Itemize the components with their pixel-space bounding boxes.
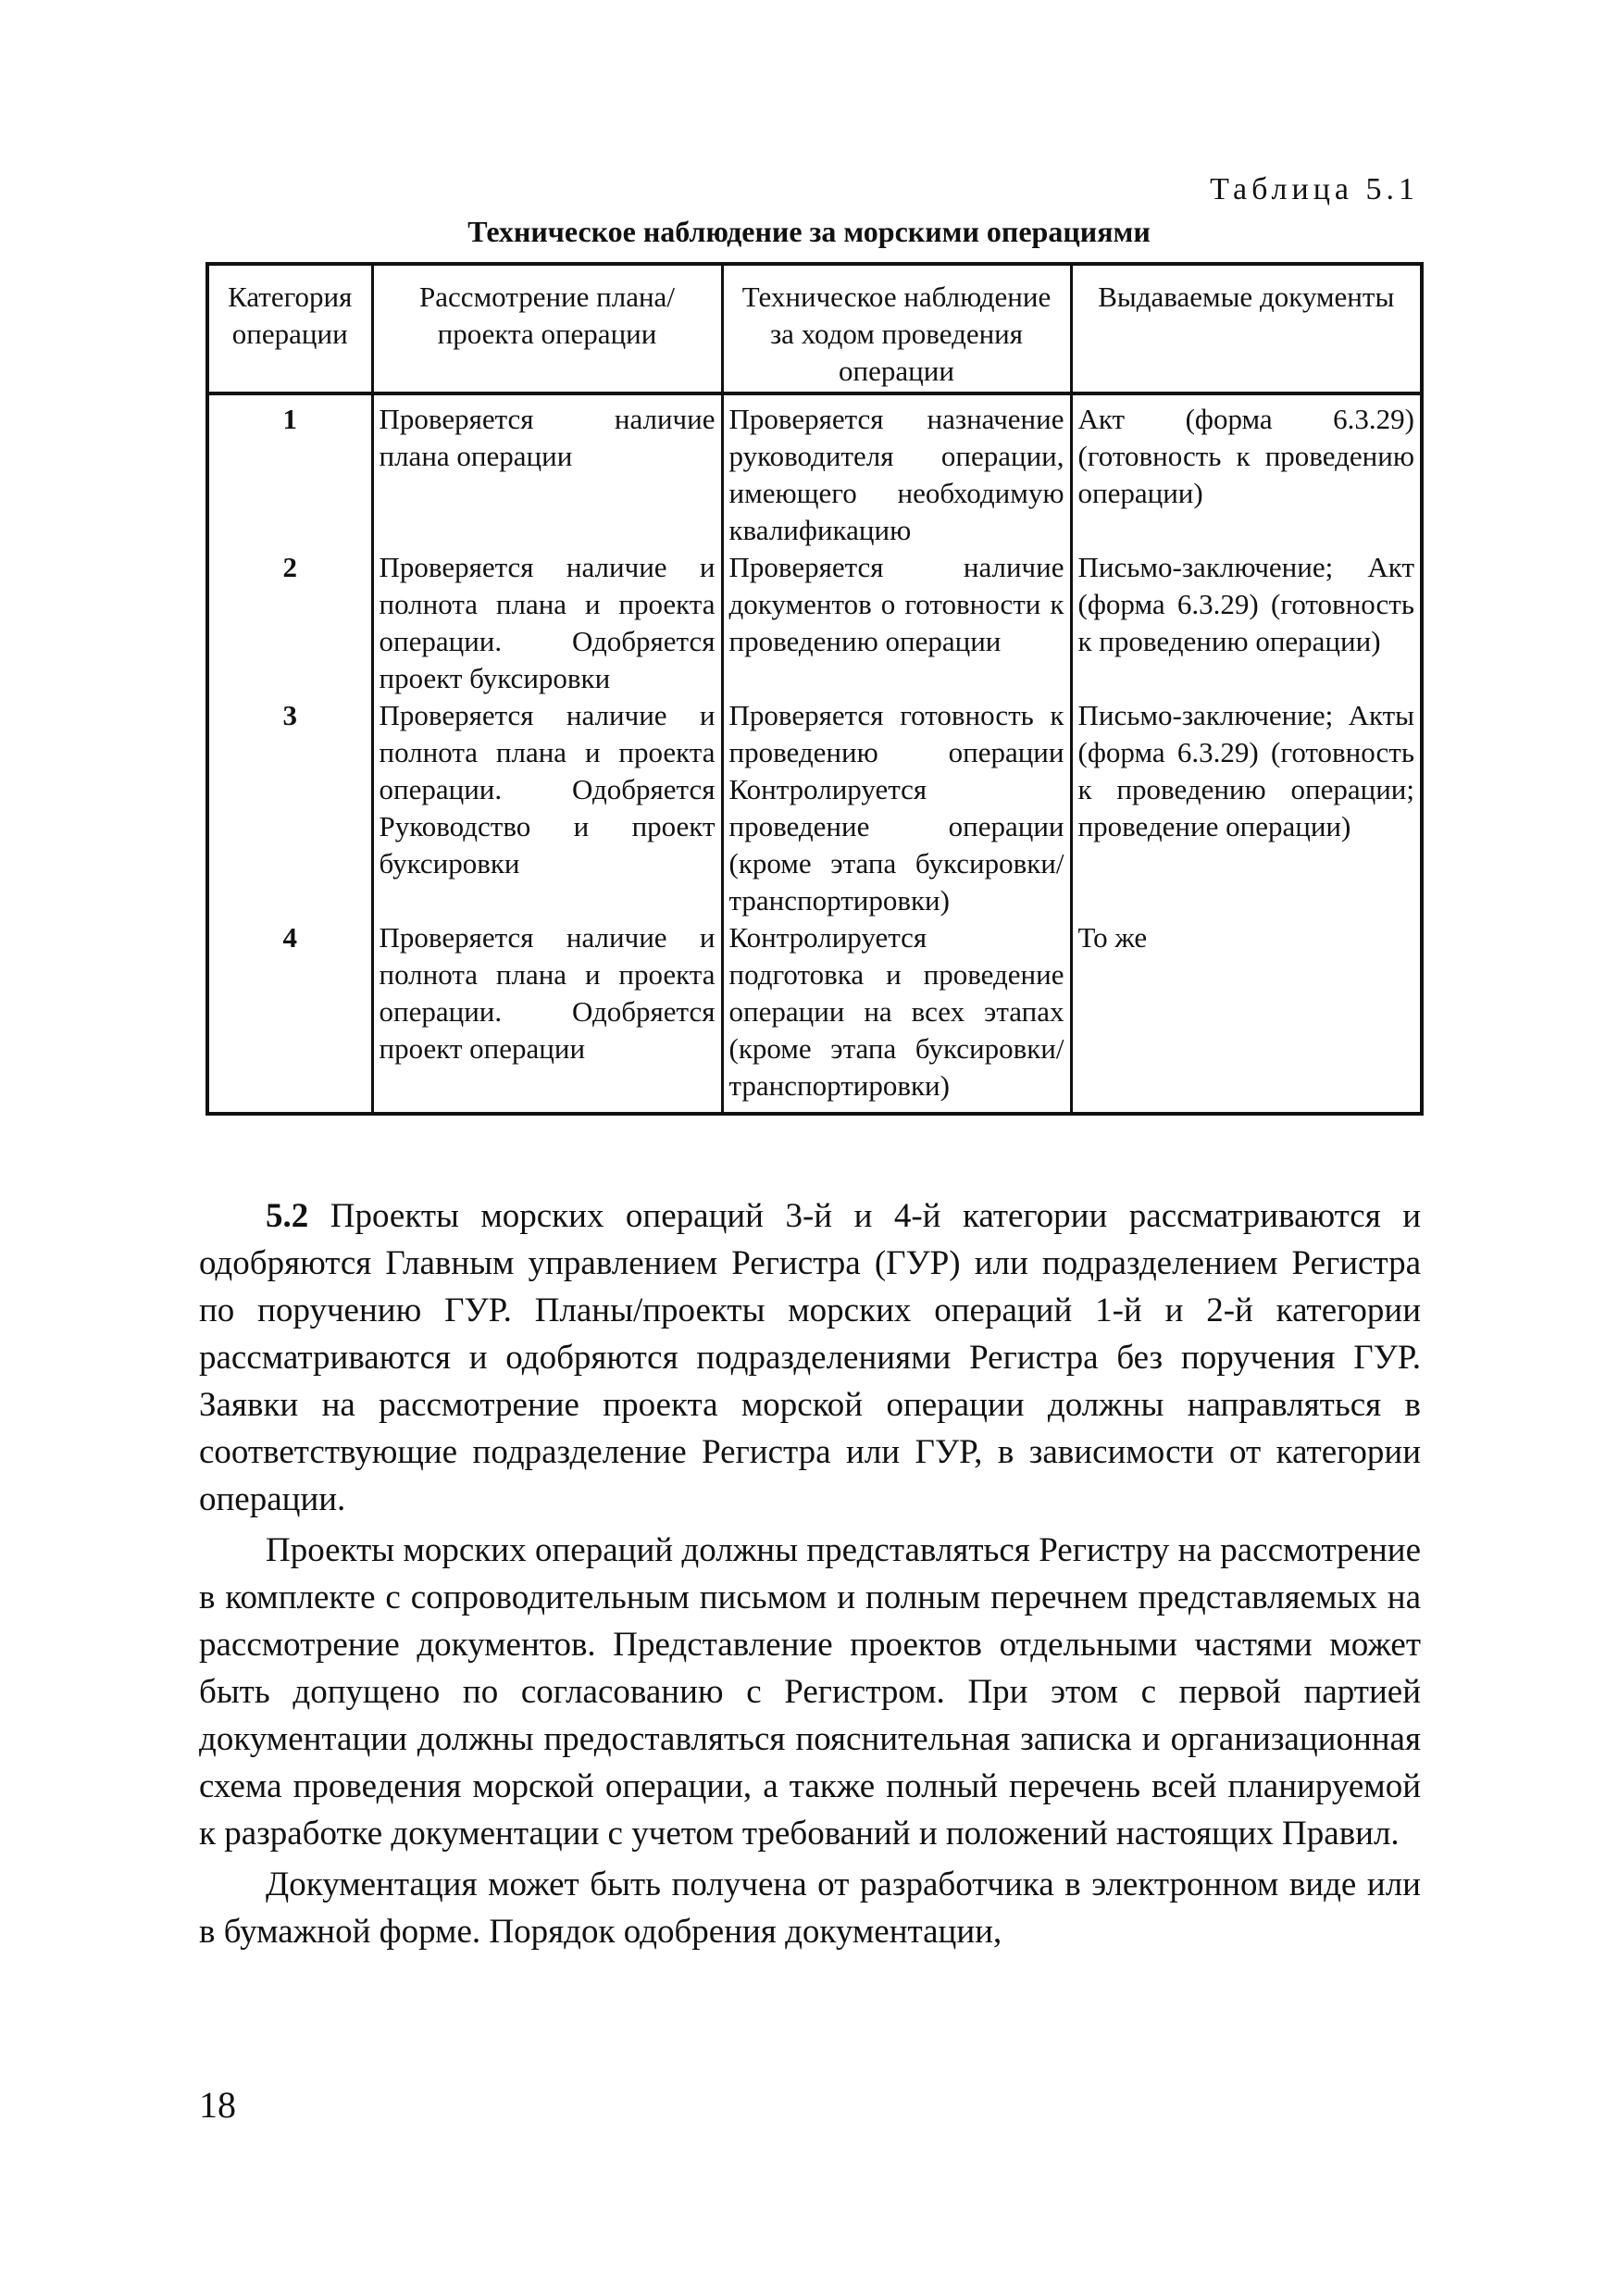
paragraph: Проекты морских операций должны представляться Регистру на рассмотрение в комплекте с сопроводительным письмом и полным перечнем представляемых на рассмотрение документов. Представление проектов отдельными частями может быть допущено по согласованию с Регистром. При этом с первой партией документации должны предоставляться пояснительная записка и организационная схема проведения морской операции, а также полный перечень всей планируемой к разработке документации с учетом требований и положений настоящих Правил.: [199, 1531, 1421, 1853]
row-supervision: Контролируется подготовка и проведение операции на всех этапах (кроме этапа буксировки/ транспортировки): [722, 919, 1071, 1114]
header-supervision: Техническое наблюдение за ходом проведения операции: [722, 264, 1071, 393]
row-review: Проверяется наличие плана операции: [372, 393, 722, 549]
row-category: 4: [207, 919, 372, 1114]
row-documents: Письмо-заключение; Акт (форма 6.3.29) (готовность к проведению операции): [1071, 549, 1422, 697]
row-review: Проверяется наличие и полнота плана и проекта операции. Одобряется Руководство и проект буксировки: [372, 697, 722, 919]
section-number: 5.2: [266, 1197, 309, 1235]
marine-operations-table: [205, 262, 1424, 1116]
table-row: [207, 549, 1422, 697]
header-documents: Выдаваемые документы: [1071, 264, 1422, 393]
row-category: 1: [207, 393, 372, 549]
table-caption: Таблица 5.1: [1210, 172, 1419, 206]
paragraph-text: Проекты морских операций 3-й и 4-й категории рассматриваются и одобряются Главным управлением Регистра (ГУР) или подразделением Регистра по поручению ГУР. Планы/проекты морских операций 1-й и 2-й категории рассматриваются и одобряются подразделениями Регистра без поручения ГУР. Заявки на рассмотрение проекта морской операции должны направляться в соответствующие подразделение Регистра или ГУР, в зависимости от категории операции.: [199, 1197, 1421, 1518]
header-category: Категория операции: [207, 264, 372, 393]
header-review: Рассмотрение плана/ проекта операции: [372, 264, 722, 393]
row-category: 2: [207, 549, 372, 697]
table-header-row: [207, 264, 1422, 393]
body-text: [199, 1192, 1421, 1955]
row-category: 3: [207, 697, 372, 919]
row-documents: То же: [1071, 919, 1422, 1114]
row-supervision: Проверяется готовность к проведению операции Контролируется проведение операции (кроме этапа буксировки/транспортировки): [722, 697, 1071, 919]
row-documents: Письмо-заключение; Акты (форма 6.3.29) (готовность к проведению операции; проведение операции): [1071, 697, 1422, 919]
paragraph: [199, 1192, 1421, 1523]
row-supervision: Проверяется наличие документов о готовности к проведению операции: [722, 549, 1071, 697]
table-row: [207, 697, 1422, 919]
row-documents: Акт (форма 6.3.29) (готовность к проведению операции): [1071, 393, 1422, 549]
row-supervision: Проверяется назначение руководителя операции, имеющего необходимую квалификацию: [722, 393, 1071, 549]
table-title: Техническое наблюдение за морскими операциями: [467, 215, 1151, 248]
table-row: [207, 393, 1422, 549]
row-review: Проверяется наличие и полнота плана и проекта операции. Одобряется проект операции: [372, 919, 722, 1114]
row-review: Проверяется наличие и полнота плана и проекта операции. Одобряется проект буксировки: [372, 549, 722, 697]
page-number: 18: [199, 2084, 236, 2126]
table-row: [207, 919, 1422, 1114]
paragraph: Документация может быть получена от разработчика в электронном виде или в бумажной форме. Порядок одобрения документации,: [199, 1866, 1421, 1951]
